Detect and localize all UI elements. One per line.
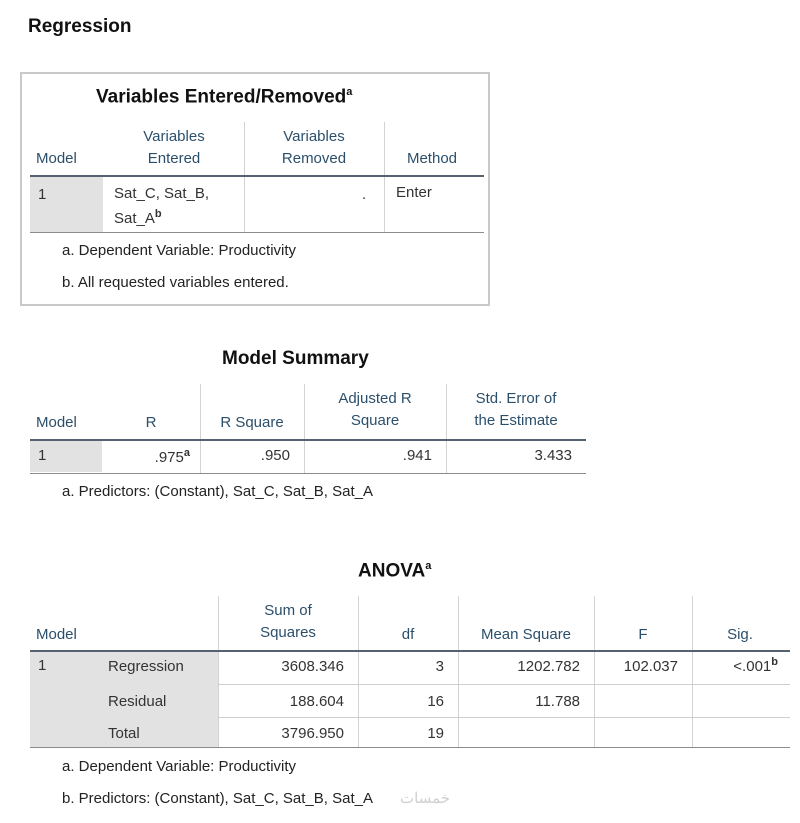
header-model: Model — [36, 150, 77, 167]
r-footnote-mark: a — [183, 447, 190, 459]
anova-title-footnote-mark: a — [425, 560, 432, 572]
summary-adjusted-r-square-value: .941 — [402, 447, 432, 464]
summary-footnote-a: a. Predictors: (Constant), Sat_C, Sat_B, Sat_A — [62, 483, 373, 500]
summary-row-model: 1 — [38, 447, 47, 464]
anova-regression-f: 102.037 — [623, 658, 678, 675]
variables-table-title: Variables Entered/Removed$^a$ — [96, 86, 353, 108]
anova-source-residual: Residual — [108, 693, 167, 710]
anova-model-label: 1 — [38, 657, 47, 674]
anova-title: ANOVA$^a$ — [358, 560, 432, 582]
anova-regression-mean-square: 1202.782 — [517, 658, 580, 675]
row-model: 1 — [38, 186, 47, 203]
title-footnote-mark: a — [346, 86, 353, 98]
summary-r-value: .975$^a$ — [154, 447, 190, 466]
header-df: df — [401, 626, 415, 643]
anova-residual-df: 16 — [427, 693, 444, 710]
anova-total-sum-squares: 3796.950 — [281, 725, 344, 742]
anova-regression-sum-squares: 3608.346 — [281, 658, 344, 675]
anova-residual-sum-squares: 188.604 — [289, 693, 344, 710]
variables-footnote-a: a. Dependent Variable: Productivity — [62, 242, 297, 259]
sig-footnote-mark: b — [771, 656, 778, 668]
header-r-square: R Square — [220, 414, 284, 431]
header-sig: Sig. — [727, 626, 753, 643]
row-method: Enter — [396, 184, 432, 201]
summary-std-error-value: 3.433 — [534, 447, 572, 464]
row-variables-removed: . — [362, 186, 367, 203]
anova-footnote-a: a. Dependent Variable: Productivity — [62, 758, 297, 775]
row-label-shade — [30, 176, 103, 232]
anova-footnote-b: b. Predictors: (Constant), Sat_C, Sat_B, Sat_A — [62, 790, 373, 807]
header-f: F — [638, 626, 648, 643]
anova-total-df: 19 — [427, 725, 444, 742]
header-mean-square: Mean Square — [480, 626, 572, 643]
header-method: Method — [406, 150, 458, 167]
summary-r-square-value: .950 — [260, 447, 290, 464]
header-sum-of-squares: Sum of Squares — [260, 602, 316, 641]
anova-regression-df: 3 — [435, 658, 444, 675]
header-model: Model — [36, 626, 77, 643]
anova-source-regression: Regression — [108, 658, 184, 675]
model-summary-title: Model Summary — [222, 348, 369, 369]
header-model: Model — [36, 414, 77, 431]
header-r: R — [145, 414, 157, 431]
header-std-error: Std. Error of the Estimate — [474, 390, 558, 429]
watermark: خمسات — [400, 790, 451, 807]
header-variables-entered: Variables Entered — [143, 128, 205, 167]
variables-footnote-b: b. All requested variables entered. — [62, 274, 289, 291]
row-variables-entered: Sat_C, Sat_B, $Sat\_A^b$ — [114, 185, 210, 227]
anova-source-total: Total — [108, 725, 140, 742]
header-adjusted-r-square: Adjusted R Square — [338, 390, 412, 429]
header-variables-removed: Variables Removed — [281, 128, 347, 167]
anova-regression-sig: <.001$^b$ — [733, 656, 778, 675]
anova-residual-mean-square: 11.788 — [535, 693, 580, 710]
entered-footnote-mark: b — [154, 208, 162, 220]
page-heading: Regression — [28, 16, 132, 37]
